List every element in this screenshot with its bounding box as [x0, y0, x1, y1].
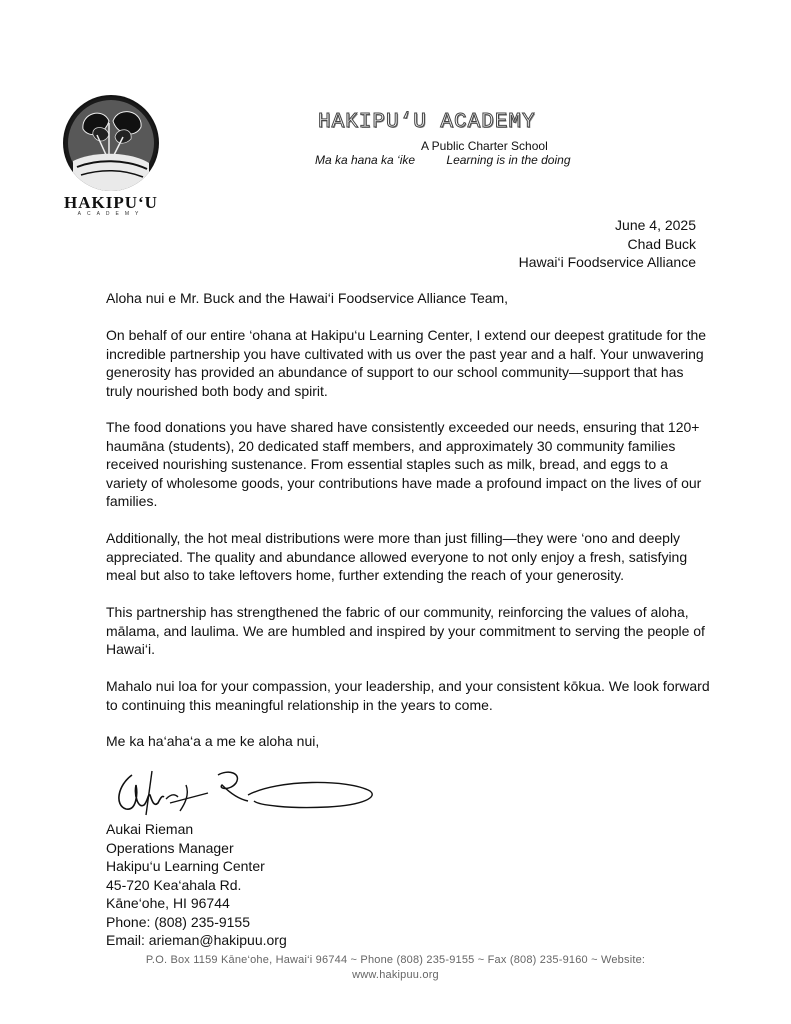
- paragraph-5: [106, 677, 712, 714]
- motto-hawaiian: Ma ka hana ka ‘ike: [315, 153, 416, 167]
- signer-title: Operations Manager: [106, 839, 234, 856]
- paragraph-4: [106, 603, 712, 659]
- signer-email[interactable]: Email: arieman@hakipuu.org: [106, 932, 287, 948]
- signer-city: Kāne‘ohe, HI 96744: [106, 895, 230, 911]
- motto-english: Learning is in the doing: [446, 153, 571, 167]
- signer-address: 45-720 Kea‘ahala Rd.: [106, 876, 242, 893]
- recipient-organization: Hawai‘i Foodservice Alliance: [518, 254, 696, 270]
- logo-subtitle: ACADEMY: [77, 211, 145, 217]
- paragraph-text: On behalf of our entire ‘ohana at Hakipu‘u Learning Center, I extend our deepest gratitude for the incredible partnership you have cultivated with us over the past year and a half. Your unwavering generosity has provided an abundance of support to our school community—support that has truly nourished both body and spirit.: [106, 327, 707, 399]
- school-name: HAKIPU‘U ACADEMY: [318, 111, 536, 134]
- salutation-text: Aloha nui e Mr. Buck and the Hawai‘i Foodservice Alliance Team,: [106, 290, 509, 306]
- closing: [106, 732, 712, 751]
- signer-name: Aukai Rieman: [106, 821, 194, 837]
- paragraph-text: Mahalo nui loa for your compassion, your leadership, and your consistent kōkua. We look forward to continuing this meaningful relationship in the years to come.: [106, 678, 710, 713]
- paragraph-2: [106, 418, 712, 511]
- closing-text: Me ka ha‘aha‘a a me ke aloha nui,: [106, 733, 320, 749]
- signer-phone: Phone: (808) 235-9155: [106, 913, 250, 930]
- salutation: [106, 289, 712, 308]
- paragraph-text: This partnership has strengthened the fabric of our community, reinforcing the values of aloha, mālama, and laulima. We are humbled and inspired by your commitment to serving the people of Hawai‘i.: [106, 604, 705, 657]
- paragraph-3: [106, 529, 712, 585]
- letter-date: June 4, 2025: [615, 217, 696, 233]
- letterhead-footer: [0, 953, 791, 983]
- paragraph-text: The food donations you have shared have consistently exceeded our needs, ensuring that 120+ haumāna (students), 20 dedicated staff members, and approximately 30 community families received nourishing sustenance. From essential staples such as milk, bread, and eggs to a variety of wholesome goods, your contributions have made a profound impact on the lives of our families.: [106, 419, 702, 509]
- taro-leaf-icon: [63, 95, 159, 191]
- school-logo: [58, 95, 164, 217]
- taro-leaf-emblem: [63, 95, 159, 191]
- signature-block: [106, 820, 287, 950]
- handwritten-signature: [108, 765, 378, 825]
- paragraph-text: Additionally, the hot meal distributions were more than just filling—they were ‘ono and deeply appreciated. The quality and abundance allowed everyone to not only enjoy a fresh, satisfying meal but also to take leftovers home, further extending the reach of your generosity.: [106, 530, 688, 583]
- recipient-name: Chad Buck: [627, 235, 696, 252]
- signer-organization: Hakipu‘u Learning Center: [106, 858, 265, 874]
- paragraph-1: [106, 326, 712, 400]
- footer-website[interactable]: www.hakipuu.org: [352, 969, 439, 981]
- logo-name: HAKIPU‘U: [64, 193, 158, 212]
- footer-contact: P.O. Box 1159 Kāne‘ohe, Hawai‘i 96744 ~ Phone (808) 235-9155 ~ Fax (808) 235-9160 ~ Website:: [145, 954, 646, 966]
- charter-line: A Public Charter School: [421, 139, 548, 153]
- recipient-block: [519, 216, 696, 272]
- motto: [315, 153, 571, 167]
